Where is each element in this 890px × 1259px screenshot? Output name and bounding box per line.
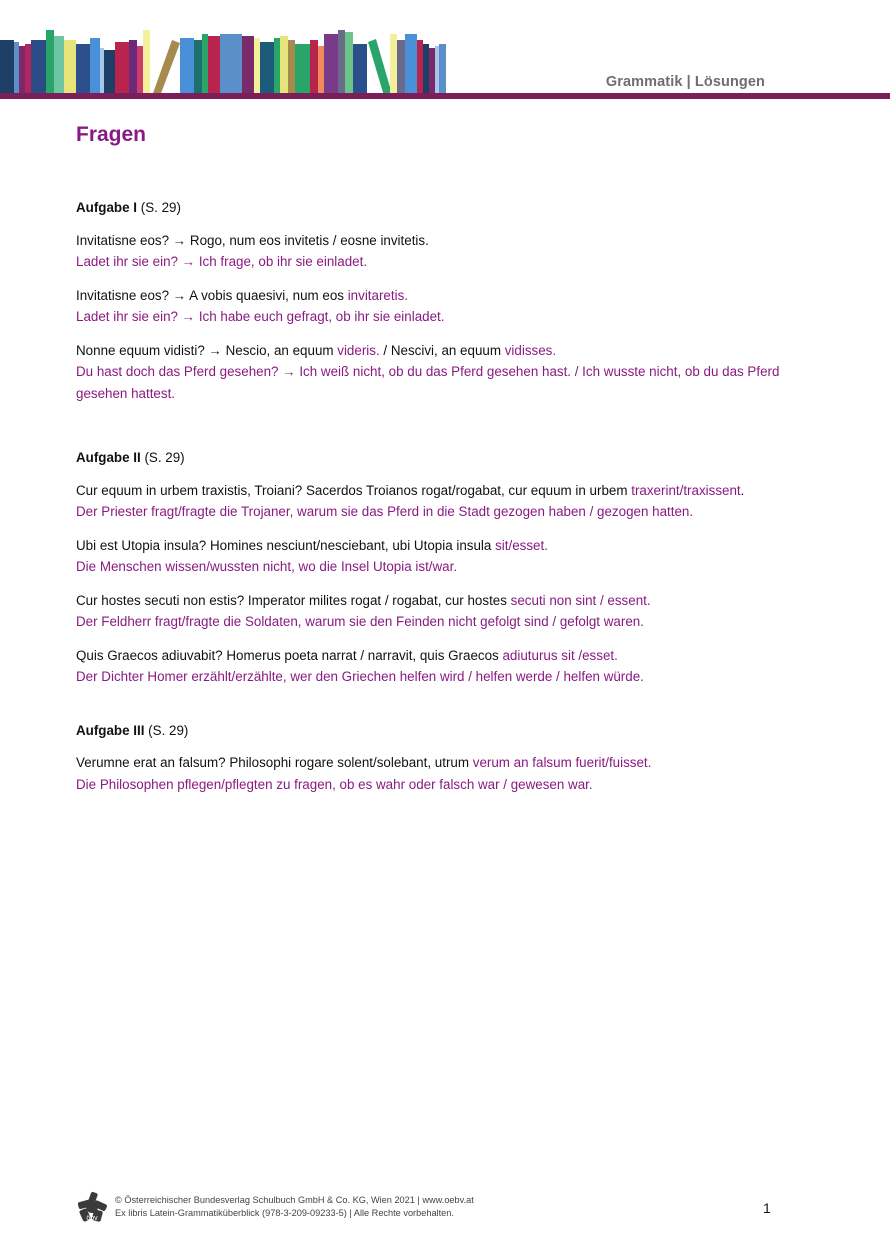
header-title: Grammatik | Lösungen [605, 74, 765, 90]
german-translation: Der Feldherr fragt/fragte die Soldaten, warum sie den Feinden nicht gefolgt sind / gefolgt waren. [76, 614, 644, 629]
latin-sentence: Ubi est Utopia insula? Homines nesciunt/nesciebant, ubi Utopia insula sit/esset. [76, 537, 548, 553]
german-translation: Der Priester fragt/fragte die Trojaner, warum sie das Pferd in die Stadt gezogen haben / gezogen hatten. [76, 504, 694, 519]
arrow-icon: → [181, 309, 196, 324]
german-translation: Ladet ihr sie ein? → Ich habe euch gefragt, ob ihr sie einladet. [76, 309, 445, 324]
german-translation: Die Philosophen pflegen/pflegten zu fragen, ob es wahr oder falsch war / gewesen war. [76, 776, 593, 792]
latin-sentence: Cur hostes secuti non estis? Imperator milites rogat / rogabat, cur hostes secuti non sint / essent. [76, 592, 651, 608]
latin-sentence: Nonne equum vidisti? → Nescio, an equum videris. / Nescivi, an equum vidisses. [76, 342, 557, 358]
task-3 [76, 720, 796, 796]
arrow-icon: → [282, 364, 296, 379]
german-translation: Ladet ihr sie ein? → Ich frage, ob ihr sie einladet. [76, 254, 368, 269]
arrow-icon: → [208, 342, 222, 358]
footer-copyright [115, 1191, 474, 1219]
arrow-icon: → [181, 254, 196, 269]
task-2 [76, 447, 796, 688]
list-item [76, 480, 796, 523]
bookshelf-illustration [0, 24, 460, 96]
task-heading: Aufgabe I (S. 29) [76, 200, 181, 215]
german-translation: Der Dichter Homer erzählt/erzählte, wer den Griechen helfen wird / helfen werde / helfen würde. [76, 669, 644, 684]
task-heading: Aufgabe III (S. 29) [76, 722, 189, 738]
page-number: 1 [763, 1200, 771, 1216]
german-translation: Du hast doch das Pferd gesehen? → Ich weiß nicht, ob du das Pferd gesehen hast. / Ich wusste nicht, ob du das Pferd gesehen hattest. [76, 364, 780, 401]
latin-sentence: Quis Graecos adiuvabit? Homerus poeta narrat / narravit, quis Graecos adiuturus sit /esset. [76, 647, 618, 663]
latin-sentence: Invitatisne eos? → Rogo, num eos invitetis / eosne invitetis. [76, 232, 429, 248]
list-item [76, 535, 796, 578]
content [76, 197, 796, 807]
list-item [76, 230, 796, 273]
list-item [76, 590, 796, 633]
svg-text:öbv: öbv [86, 1215, 98, 1222]
footer-line-1: © Österreichischer Bundesverlag Schulbuch GmbH & Co. KG, Wien 2021 | www.oebv.at [115, 1195, 474, 1205]
latin-sentence: Cur equum in urbem traxistis, Troiani? Sacerdos Troianos rogat/rogabat, cur equum in urbem traxerint/traxissent. [76, 482, 745, 498]
page-title: Fragen [76, 123, 147, 146]
header-rule [0, 93, 890, 99]
list-item [76, 285, 796, 328]
german-translation: Die Menschen wissen/wussten nicht, wo die Insel Utopia ist/war. [76, 559, 458, 574]
task-1 [76, 197, 796, 404]
latin-sentence: Invitatisne eos? → A vobis quaesivi, num eos invitaretis. [76, 287, 408, 303]
list-item [76, 645, 796, 688]
list-item [76, 340, 796, 405]
task-heading: Aufgabe II (S. 29) [76, 450, 185, 465]
arrow-icon: → [172, 287, 187, 303]
footer [76, 1191, 474, 1223]
oebv-logo-icon [76, 1191, 108, 1223]
arrow-icon: → [172, 232, 187, 248]
list-item [76, 752, 796, 795]
latin-sentence: Verumne erat an falsum? Philosophi rogare solent/solebant, utrum verum an falsum fuerit/fuisset. [76, 755, 652, 770]
footer-line-2: Ex libris Latein-Grammatiküberblick (978-3-209-09233-5) | Alle Rechte vorbehalten. [115, 1207, 454, 1218]
